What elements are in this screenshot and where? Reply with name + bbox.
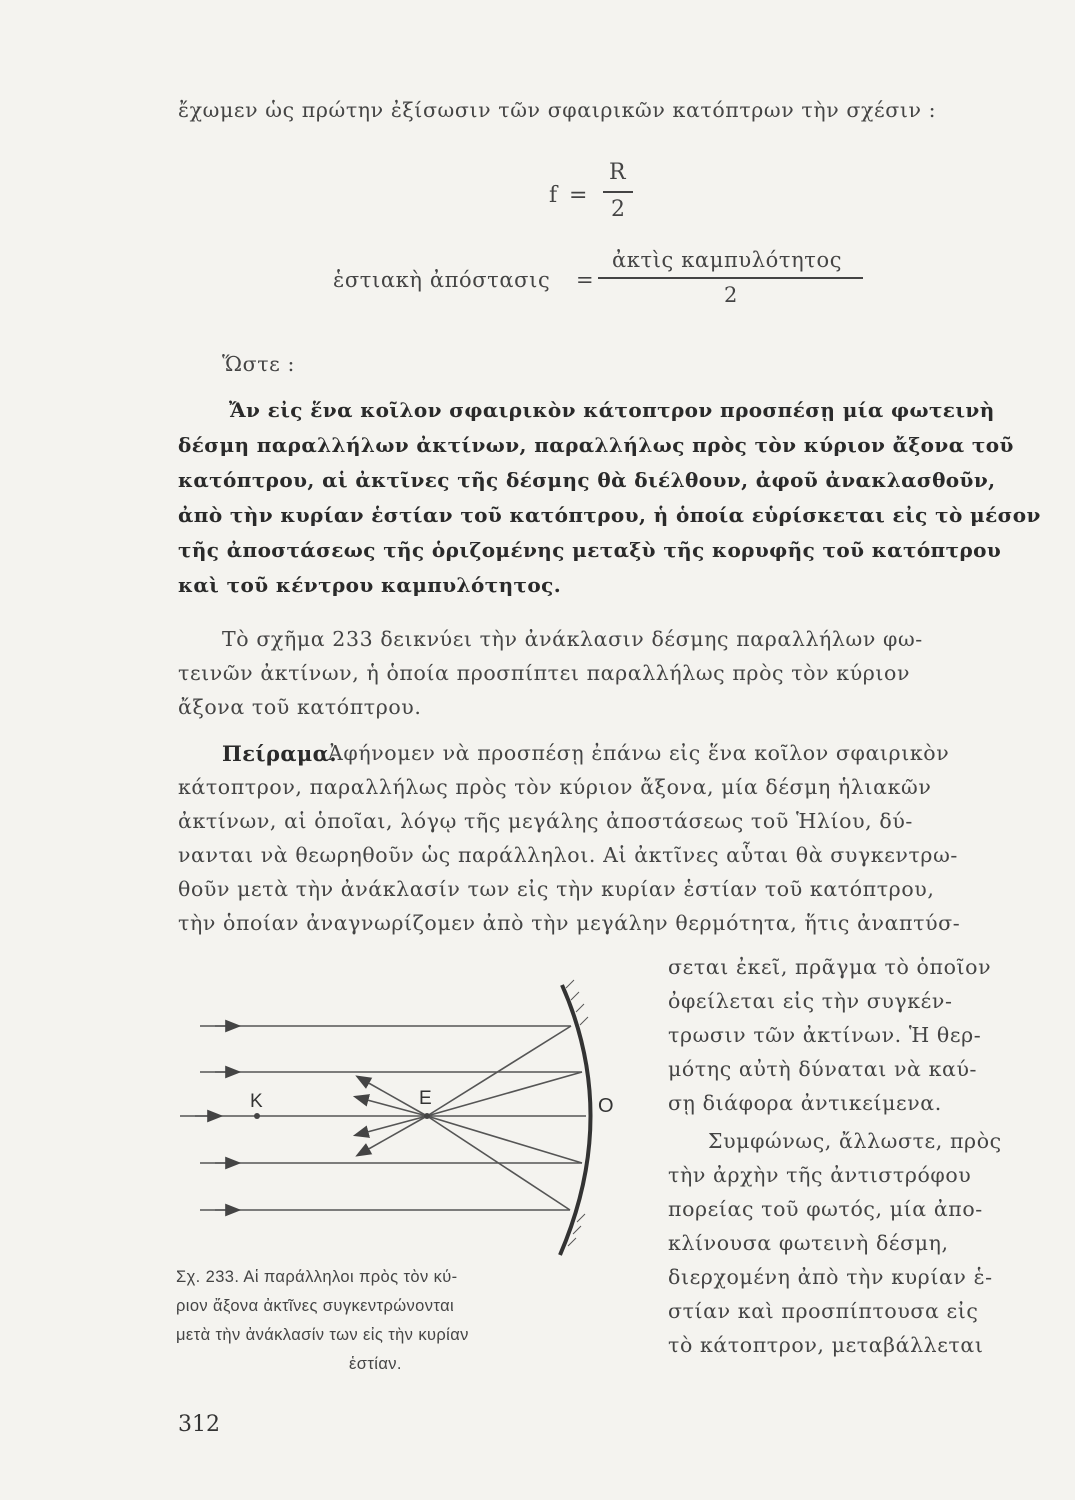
formula1-denominator: 2 bbox=[611, 197, 626, 222]
rule-line: Ἄν εἰς ἕνα κοῖλον σφαιρικὸν κάτοπτρον προσπέσῃ μία φωτεινὴ bbox=[229, 398, 995, 422]
page-number: 312 bbox=[178, 1412, 220, 1437]
column-line: στίαν καὶ προσπίπτουσα εἰς bbox=[668, 1299, 979, 1323]
paragraph-line: ἀκτίνων, αἱ ὁποῖαι, λόγῳ τῆς μεγάλης ἀποστάσεως τοῦ Ἡλίου, δύ- bbox=[178, 809, 913, 833]
caption-line: Σχ. 233. Αἱ παράλληλοι πρὸς τὸν κύ- bbox=[176, 1268, 458, 1286]
rule-line: δέσμη παραλλήλων ἀκτίνων, παραλλήλως πρὸς τὸν κύριον ἄξονα τοῦ bbox=[178, 433, 1014, 457]
paragraph-line: θοῦν μετὰ τὴν ἀνάκλασίν των εἰς τὴν κυρίαν ἑστίαν τοῦ κατόπτρου, bbox=[178, 877, 935, 901]
caption-line: ἑστίαν. bbox=[349, 1355, 402, 1373]
hoste-label: Ὥστε : bbox=[222, 352, 295, 376]
column-line: Συμφώνως, ἄλλωστε, πρὸς bbox=[708, 1129, 1002, 1153]
paragraph-line: κάτοπτρον, παραλλήλως πρὸς τὸν κύριον ἄξονα, μία δέσμη ἡλιακῶν bbox=[178, 775, 932, 799]
column-line: σεται ἐκεῖ, πρᾶγμα τὸ ὁποῖον bbox=[668, 955, 992, 979]
label-o: O bbox=[598, 1095, 614, 1117]
paragraph-line: Τὸ σχῆμα 233 δεικνύει τὴν ἀνάκλασιν δέσμης παραλλήλων φω- bbox=[222, 627, 923, 651]
label-e: E bbox=[419, 1088, 432, 1109]
center-of-curvature-point bbox=[254, 1113, 260, 1119]
column-line: κλίνουσα φωτεινὴ δέσμη, bbox=[668, 1231, 949, 1255]
formula2-eq: = bbox=[576, 268, 595, 292]
label-k: K bbox=[250, 1091, 263, 1112]
column-line: ὀφείλεται εἰς τὴν συγκέν- bbox=[668, 989, 953, 1013]
experiment-label: Πείραμα. bbox=[222, 741, 337, 766]
column-line: μότης αὐτὴ δύναται νὰ καύ- bbox=[668, 1057, 978, 1081]
paragraph-line: νανται νὰ θεωρηθοῦν ὡς παράλληλοι. Αἱ ἀκτῖνες αὗται θὰ συγκεντρω- bbox=[178, 843, 958, 867]
formula2-lhs: ἑστιακὴ ἀπόστασις bbox=[333, 268, 551, 292]
formula1-lhs: f bbox=[549, 183, 558, 208]
experiment-first-line: Ἀφήνομεν νὰ προσπέσῃ ἐπάνω εἰς ἕνα κοῖλον σφαιρικὸν bbox=[328, 741, 950, 765]
formula1-numerator: R bbox=[609, 160, 627, 185]
focus-point bbox=[424, 1113, 430, 1119]
formula1-eq: = bbox=[569, 183, 589, 208]
column-line: διερχομένη ἀπὸ τὴν κυρίαν ἑ- bbox=[668, 1265, 993, 1289]
formula2-denominator: 2 bbox=[724, 283, 738, 307]
column-line: τὸ κάτοπτρον, μεταβάλλεται bbox=[668, 1333, 984, 1357]
paragraph-line: ἄξονα τοῦ κατόπτρου. bbox=[178, 695, 422, 719]
paragraph-line: τεινῶν ἀκτίνων, ἡ ὁποία προσπίπτει παραλλήλως πρὸς τὸν κύριον bbox=[178, 661, 911, 685]
rule-line: ἀπὸ τὴν κυρίαν ἑστίαν τοῦ κατόπτρου, ἡ ὁποία εὑρίσκεται εἰς τὸ μέσον bbox=[178, 503, 1041, 527]
rule-line: τῆς ἀποστάσεως τῆς ὁριζομένης μεταξὺ τῆς κορυφῆς τοῦ κατόπτρου bbox=[178, 538, 1002, 562]
caption-line: μετὰ τὴν ἀνάκλασίν των εἰς τὴν κυρίαν bbox=[176, 1326, 469, 1344]
column-line: τρωσιν τῶν ἀκτίνων. Ἡ θερ- bbox=[668, 1023, 982, 1047]
column-line: τὴν ἀρχὴν τῆς ἀντιστρόφου bbox=[668, 1163, 972, 1187]
column-line: πορείας τοῦ φωτός, μία ἀπο- bbox=[668, 1197, 983, 1221]
rule-line: καὶ τοῦ κέντρου καμπυλότητος. bbox=[178, 573, 562, 597]
intro-line: ἔχωμεν ὡς πρώτην ἐξίσωσιν τῶν σφαιρικῶν κατόπτρων τὴν σχέσιν : bbox=[178, 98, 937, 122]
paragraph-line: τὴν ὁποίαν ἀναγνωρίζομεν ἀπὸ τὴν μεγάλην θερμότητα, ἥτις ἀναπτύσ- bbox=[178, 911, 961, 935]
rule-line: κατόπτρου, αἱ ἀκτῖνες τῆς δέσμης θὰ διέλθουν, ἀφοῦ ἀνακλασθοῦν, bbox=[178, 468, 996, 492]
caption-line: ριον ἄξονα ἀκτῖνες συγκεντρώνονται bbox=[176, 1297, 455, 1315]
formula2-numerator: ἀκτὶς καμπυλότητος bbox=[612, 248, 843, 272]
column-line: σῃ διάφορα ἀντικείμενα. bbox=[668, 1091, 942, 1115]
